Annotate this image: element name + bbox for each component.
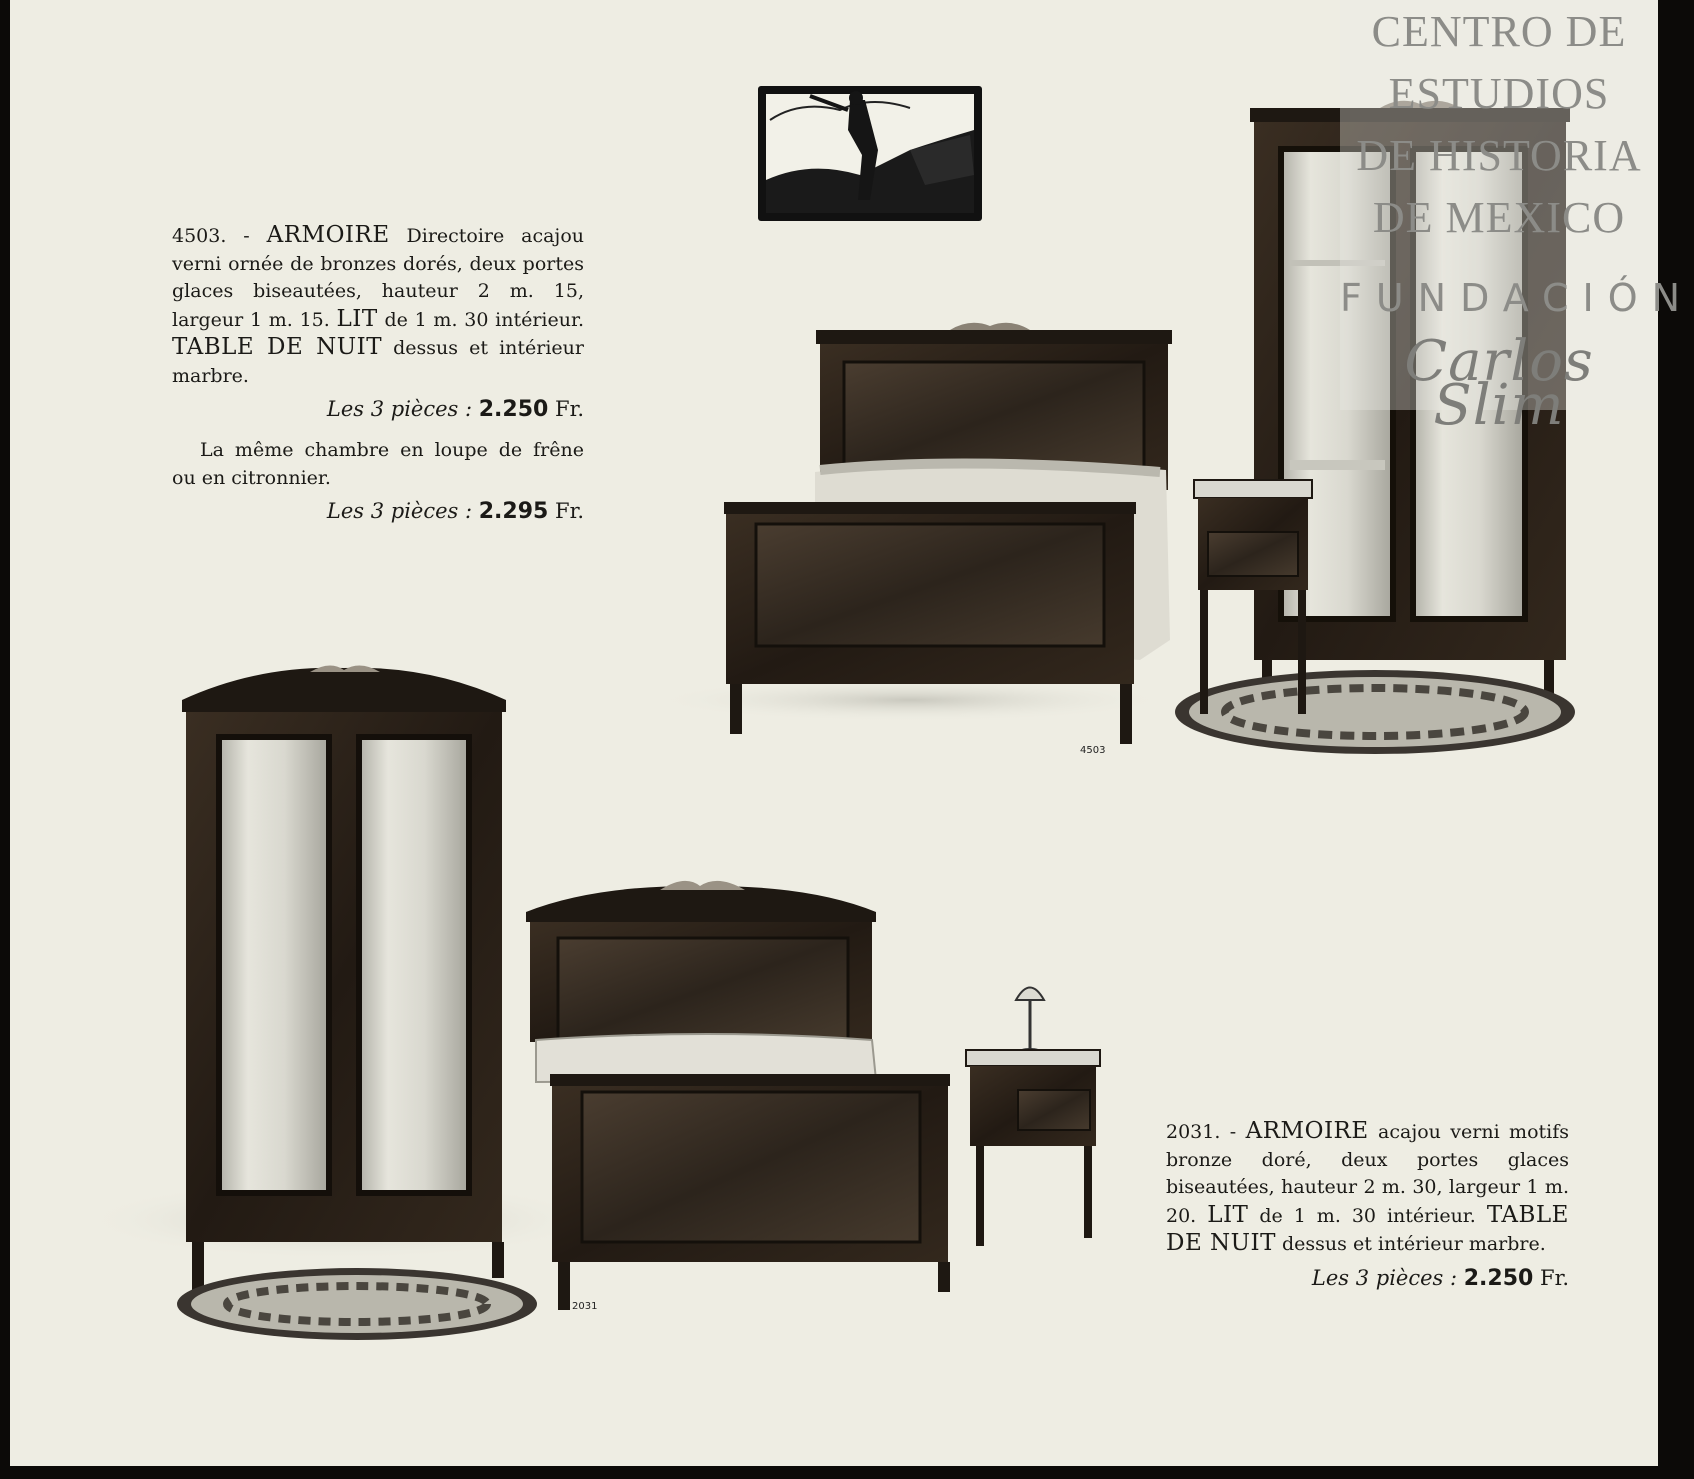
rug-4503 [1175, 670, 1575, 754]
listing-4503 [172, 222, 584, 527]
lit-label: LIT [1207, 1201, 1249, 1228]
listing-4503-alt-price: Les 3 pièces : 2.295 Fr. [326, 499, 584, 524]
listing-2031-price: Les 3 pièces : 2.250 Fr. [1311, 1265, 1569, 1291]
table-de-nuit-label: TABLE DE NUIT [172, 334, 383, 360]
catalog-page [10, 0, 1694, 1466]
photo-ref-4503: 4503 [1080, 745, 1106, 756]
archive-watermark [1340, 0, 1694, 438]
watermark-line-4: DE MEXICO [1372, 193, 1626, 242]
listing-2031 [1166, 1118, 1569, 1294]
lit-label: LIT [336, 305, 378, 332]
nightstand-2031-illustration [966, 988, 1100, 1247]
table-de-nuit-label: TABLE DE NUIT [1166, 1201, 1569, 1256]
rug-2031 [177, 1268, 537, 1340]
item-number: 2031. [1166, 1121, 1221, 1143]
armoire-label: ARMOIRE [1245, 1118, 1369, 1144]
framed-woodcutter-picture [758, 86, 982, 221]
watermark-line-2: ESTUDIOS [1388, 69, 1610, 118]
item-number: 4503. [172, 225, 227, 247]
listing-2031-description: 2031. - ARMOIRE acajou verni motifs bronze doré, deux portes glaces biseautées, hauteur 2 m. 30, largeur 1 m. 20. LIT de 1 m. 30 intérieur. TABLE DE NUIT dessus et intérieur marbre. [1166, 1118, 1569, 1256]
bed-4503-illustration [650, 323, 1172, 744]
watermark-line-1: CENTRO DE [1371, 7, 1627, 56]
listing-4503-description: 4503. - ARMOIRE Directoire acajou verni ornée de bronzes dorés, deux portes glaces biseautées, hauteur 2 m. 15, largeur 1 m. 15. LIT de 1 m. 30 intérieur. TABLE DE NUIT dessus et intérieur marbre. [172, 222, 585, 387]
price-value: 2.250 [478, 397, 549, 422]
bed-2031-illustration [526, 881, 950, 1310]
armoire-label: ARMOIRE [266, 222, 390, 248]
watermark-signature: Carlos Slim [1404, 329, 1594, 438]
armoire-2031-illustration [80, 665, 600, 1292]
listing-4503-alternative: La même chambre en loupe de frêne ou en citronnier. [172, 439, 584, 489]
listing-4503-price: Les 3 pièces : 2.250 Fr. [326, 397, 584, 422]
alt-price-value: 2.295 [478, 499, 549, 524]
photo-ref-2031: 2031 [572, 1301, 598, 1312]
price-value: 2.250 [1463, 1265, 1534, 1291]
watermark-line-3: DE HISTORIA [1356, 131, 1642, 180]
watermark-foundation: FUNDACIÓN [1340, 276, 1694, 320]
